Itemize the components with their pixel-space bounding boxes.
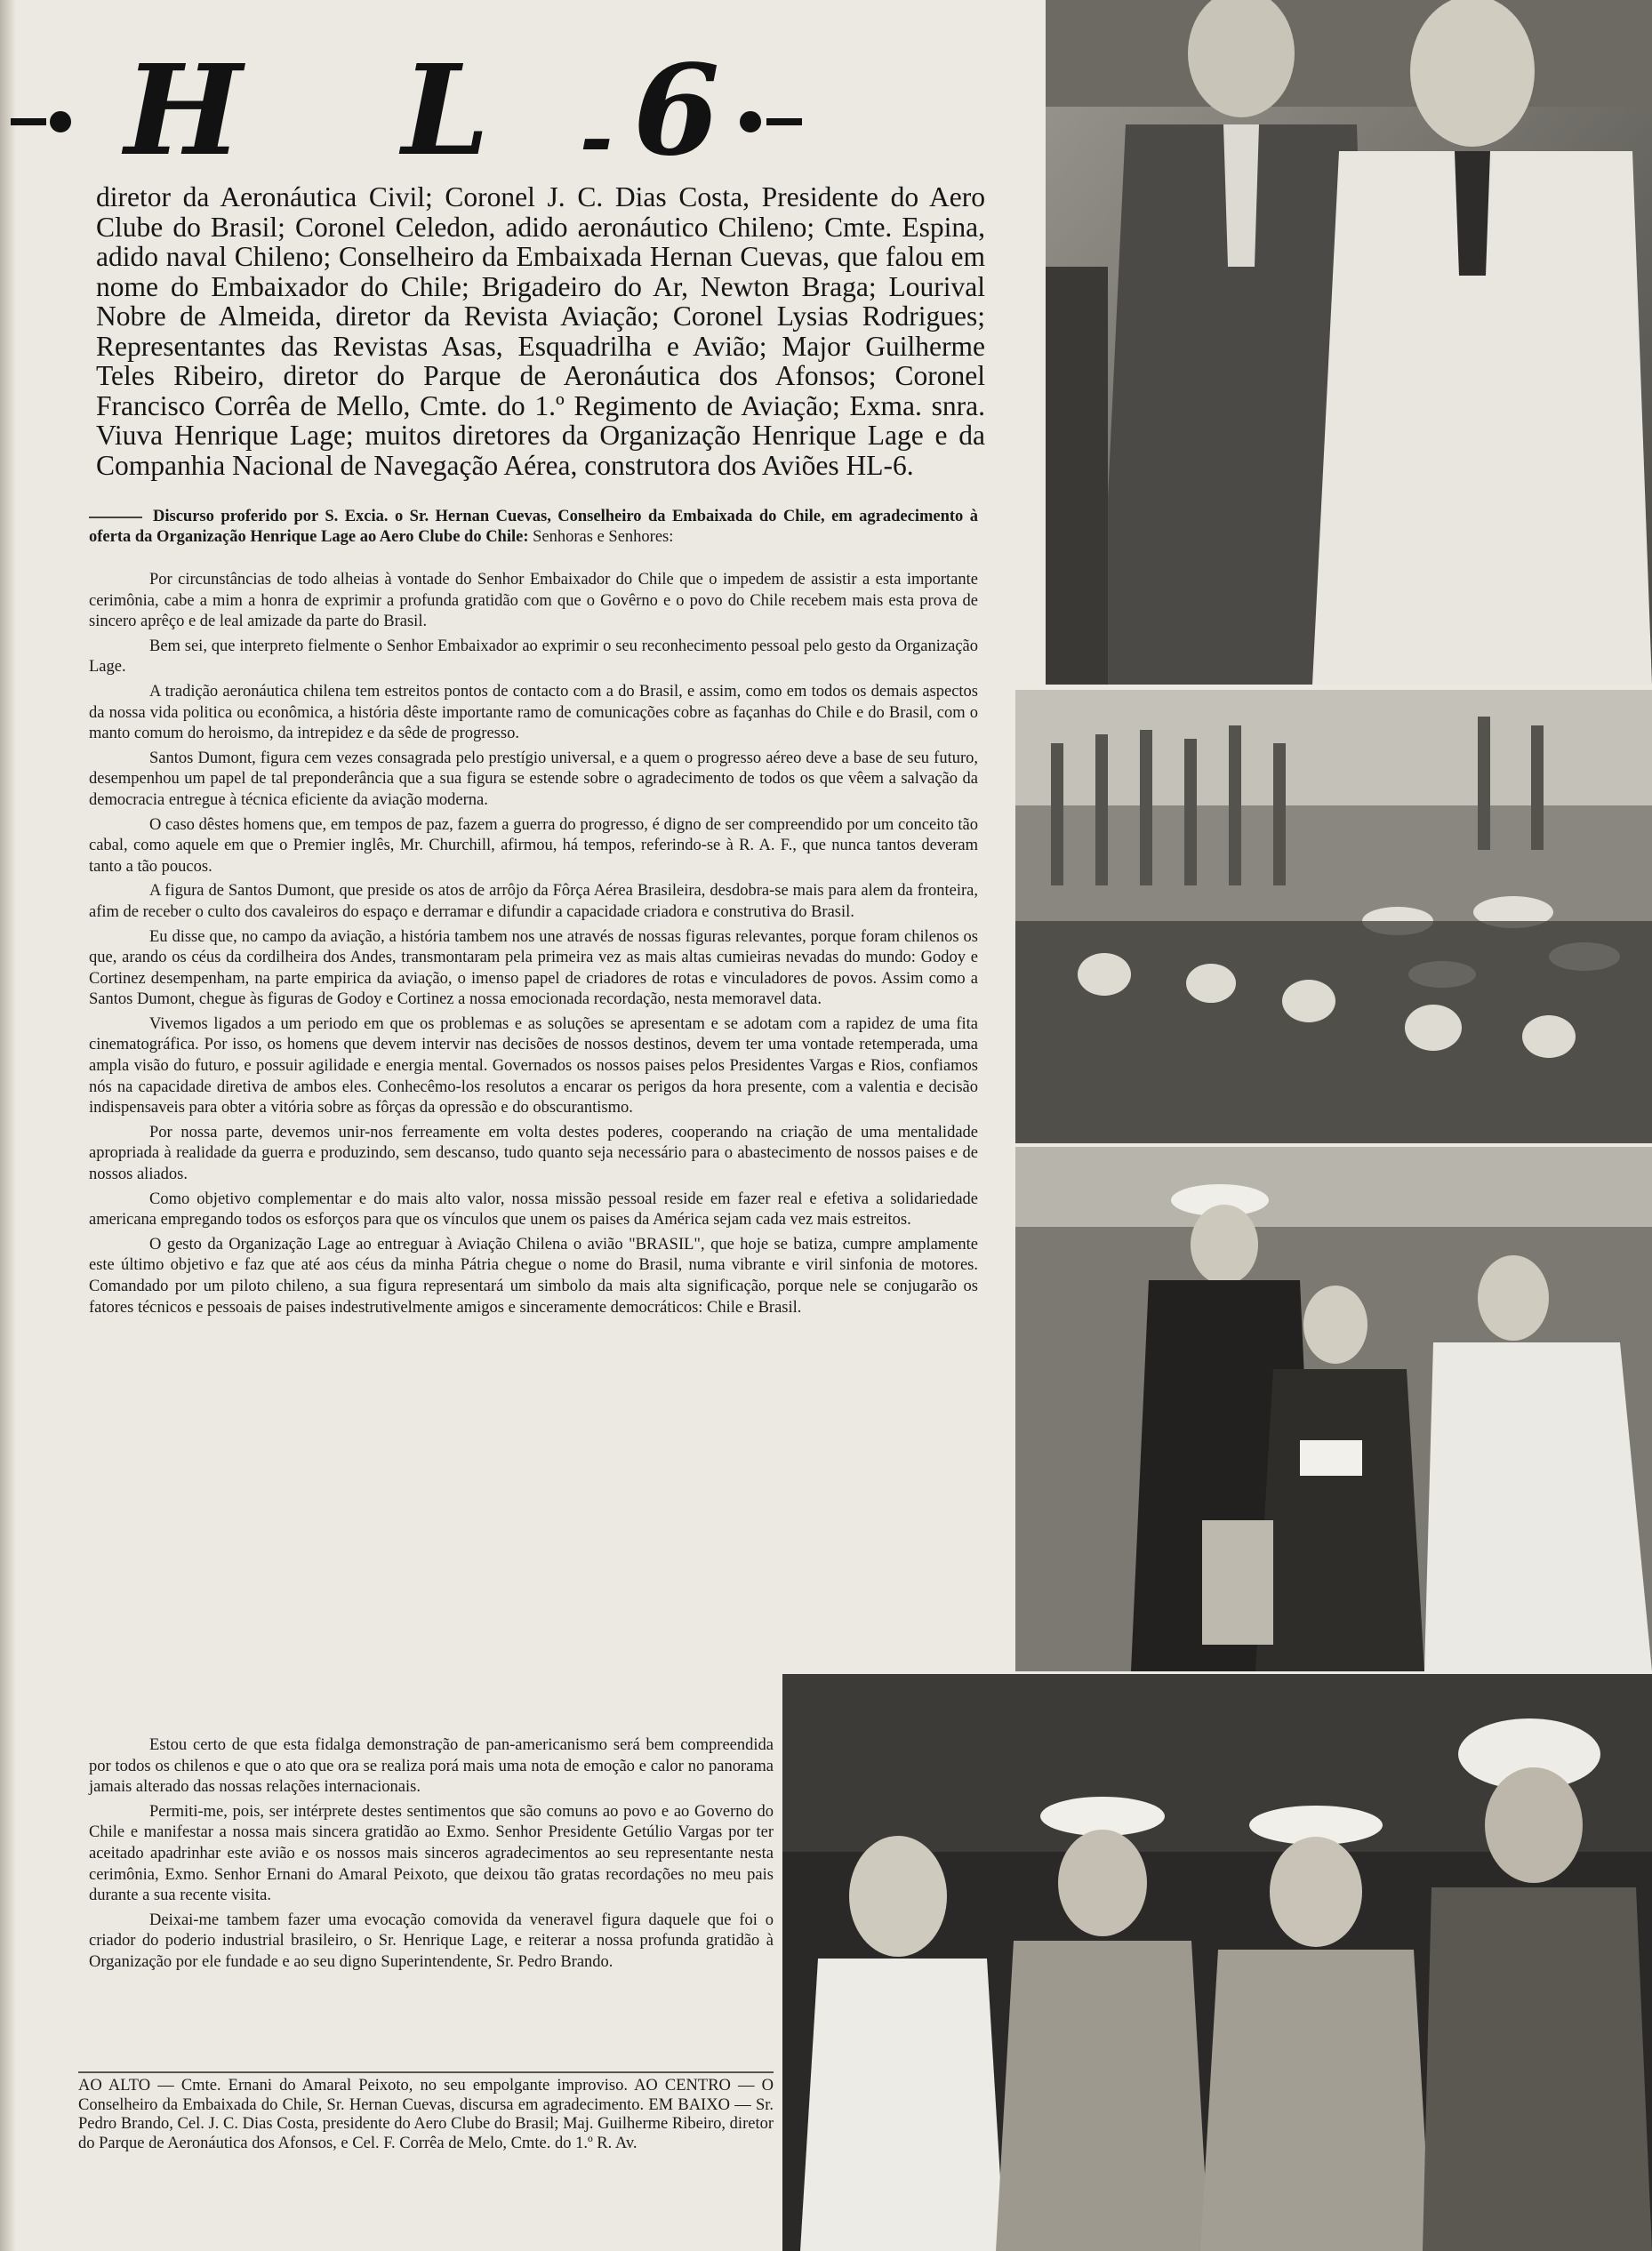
speech-heading: Discurso proferido por S. Excia. o Sr. Hernan Cuevas, Conselheiro da Embaixada do Chile, em agradecimento à oferta da Organização Henrique Lage ao Aero Clube do Chile: <box>89 508 978 546</box>
speech-paragraph: O gesto da Organização Lage ao entreguar à Aviação Chilena o avião "BRASIL", que hoje se batiza, cumpre amplamente este último objetivo e faz que até aos céus da minha Pátria chegue o nome do Brasil, numa vibrante e viril sinfonia de motores. Comandado por um piloto chileno, a sua figura representará um simbolo da mais alta significação, porque nele se conjugarão os fatores técnicos e pessoais de paises indestrutivelmente amigos e sinceramente democráticos: Chile e Brasil. <box>89 1235 978 1317</box>
speech-paragraph: Por nossa parte, devemos unir-nos ferreamente em volta destes poderes, cooperando na criação de uma mentalidade apropriada à realidade da guerra e produzindo, sem descanso, tudo quanto seja necessário para o abastecimento de nossos paises e de nossos aliados. <box>89 1123 978 1184</box>
masthead-dash-right <box>766 118 802 125</box>
page-edge-shadow <box>0 0 16 2251</box>
masthead-title <box>11 38 1006 185</box>
speech-paragraph: Bem sei, que interpreto fielmente o Senhor Embaixador ao exprimir o seu reconhecimento pessoal pelo gesto da Organização Lage. <box>89 637 978 677</box>
speech-paragraph: Vivemos ligados a um periodo em que os problemas e as soluções se apresentam e se adotam com a rapidez de uma fita cinematográfica. Por isso, os homens que devem intervir nas decisões de nossos destinos, devem ter uma vontade retemperada, uma ampla visão do futuro, e possuir agilidade e energia mental. Governados os nossos paises pelos Presidentes Vargas e Rios, confiamos nós na capacidade diretiva de ambos eles. Conhecêmo-los resolutos a encarar os perigos da hora presente, com a valentia e decisão indispensaveis para obter a vitória sobre as fôrças da opressão e do obscurantismo. <box>89 1014 978 1117</box>
speech-paragraph: Deixai-me tambem fazer uma evocação comovida da veneravel figura daquele que foi o criador do poderio industrial brasileiro, o Sr. Henrique Lage, e reiterar a nossa profunda gratidão à Organização por ele fundade e ao seu digno Superintendente, Sr. Pedro Brando. <box>89 1911 774 1971</box>
masthead-letter-h: H <box>124 38 243 184</box>
masthead-dash-left <box>11 118 46 125</box>
heading-rule <box>89 517 142 518</box>
speech-paragraph: Por circunstâncias de todo alheias à vontade do Senhor Embaixador do Chile que o impedem de assistir a esta importante cerimônia, cabe a mim a honra de exprimir a profunda gratidão com que o Govêrno e o povo do Chile recebem mais esta prova de sincero aprêço e de leal amizade da parte do Brasil. <box>89 571 978 631</box>
speech-paragraph: Como objetivo complementar e do mais alto valor, nossa missão pessoal reside em fazer real e efetiva a solidariedade americana empregando todos os esforços para que os vínculos que unem os paises da América sejam cada vez mais estreitos. <box>89 1190 978 1230</box>
masthead-digit-6: 6 <box>633 38 720 184</box>
photo-caption: AO ALTO — Cmte. Ernani do Amaral Peixoto, no seu empolgante improviso. AO CENTRO — O Conselheiro da Embaixada do Chile, Sr. Hernan Cuevas, discursa em agradecimento. EM BAIXO — Sr. Pedro Brando, Cel. J. C. Dias Costa, presidente do Aero Clube do Brasil; Maj. Guilherme Ribeiro, diretor do Parque de Aeronáutica dos Afonsos, e Cel. F. Corrêa de Melo, Cmte. do 1.º R. Av. <box>78 2071 774 2153</box>
masthead-dot-left <box>50 111 71 132</box>
masthead-dot-right <box>740 111 761 132</box>
speech-paragraph: A tradição aeronáutica chilena tem estreitos pontos de contacto com a do Brasil, e assim, como em todos os demais aspectos da nossa vida politica ou econômica, a história dêste importante ramo de comunicações cobre as façanhas do Chile e do Brasil, com o manto comum do heroismo, da intrepidez e da sêde de progresso. <box>89 682 978 743</box>
photo-crowd-with-flags <box>1015 690 1652 1143</box>
speech-paragraph: Eu disse que, no campo da aviação, a história tambem nos une através de nossas figuras relevantes, porque foram chilenos os que, arando os céus da cordilheira dos Andes, transmontaram pela primeira vez as mais altas cumieiras nevadas do mundo: Godoy e Cortinez desempenham, na parte empirica da aviação, o imenso papel de criadores de rotas e vinculadores de povos. Assim como a Santos Dumont, chegue às figuras de Godoy e Cortinez a nossa emocionada recordação, nesta memoravel data. <box>89 927 978 1009</box>
speech-paragraph: O caso dêstes homens que, em tempos de paz, fazem a guerra do progresso, é digno de ser compreendido por um conceito tão cabal, como aquele em que o Premier inglês, Mr. Churchill, afirmou, há tempos, referindo-se à R. A. F., que nunca tantos deveram tanto a tão poucos. <box>89 815 978 876</box>
speech-paragraph: Estou certo de que esta fidalga demonstração de pan-americanismo será bem compreendida por todos os chilenos e que o ato que ora se realiza porá mais uma nota de emoção e calor no panorama jamais alterado das nossas relações internacionais. <box>89 1736 774 1797</box>
lead-paragraph: diretor da Aeronáutica Civil; Coronel J. C. Dias Costa, Presidente do Aero Clube do Brasil; Coronel Celedon, adido aeronáutico Chileno; Cmte. Espina, adido naval Chileno; Conselheiro da Embaixada Hernan Cuevas, que falou em nome do Embaixador do Chile; Brigadeiro do Ar, Newton Braga; Lourival Nobre de Almeida, diretor da Revista Aviação; Coronel Lysias Rodrigues; Representantes das Revistas Asas, Esquadrilha e Avião; Major Guilherme Teles Ribeiro, diretor do Parque de Aeronáutica dos Afonsos; Coronel Francisco Corrêa de Mello, Cmte. do 1.º Regimento de Aviação; Exma. snra. Viuva Henrique Lage; muitos diretores da Organização Henrique Lage e da Companhia Nacional de Navegação Aérea, construtora dos Aviões HL-6. <box>96 181 985 481</box>
photo-two-men-speaking <box>1046 0 1652 685</box>
speech-body-narrow <box>89 1735 774 1977</box>
photo-officers-group <box>1015 1147 1652 1671</box>
speech-paragraph: Santos Dumont, figura cem vezes consagrada pelo prestígio universal, e a quem o progresso aéreo deve a base de seu futuro, desempenhou um papel de tal preponderância que a sua figura se estende sobre o agradecimento de todos os que vêem a salvação da democracia entregue à técnica eficiente da aviação moderna. <box>89 749 978 809</box>
masthead-letter-l: L <box>402 38 490 184</box>
speech-greeting: Senhoras e Senhores: <box>533 528 674 546</box>
photo-four-men-uniform <box>782 1674 1652 2251</box>
speech-heading-block <box>89 507 978 548</box>
speech-paragraph: Permiti-me, pois, ser intérprete destes sentimentos que são comuns ao povo e ao Governo do Chile e manifestar a nossa mais sincera gratidão ao Exmo. Senhor Presidente Getúlio Vargas por ter aceitado apadrinhar este avião e os nossos mais sinceros agradecimentos ao seu representante nesta cerimônia, Exmo. Senhor Ernani do Amaral Peixoto, que deixou tão gratas recordações no meu pais durante a sua recente visita. <box>89 1802 774 1905</box>
masthead-hyphen: - <box>580 91 613 185</box>
speech-paragraph: A figura de Santos Dumont, que preside os atos de arrôjo da Fôrça Aérea Brasileira, desdobra-se mais para alem da fronteira, afim de receber o culto dos cavaleiros do espaço e derramar e difundir a capacidade criadora e construtiva do Brasil. <box>89 882 978 921</box>
speech-body-top <box>89 570 978 1322</box>
